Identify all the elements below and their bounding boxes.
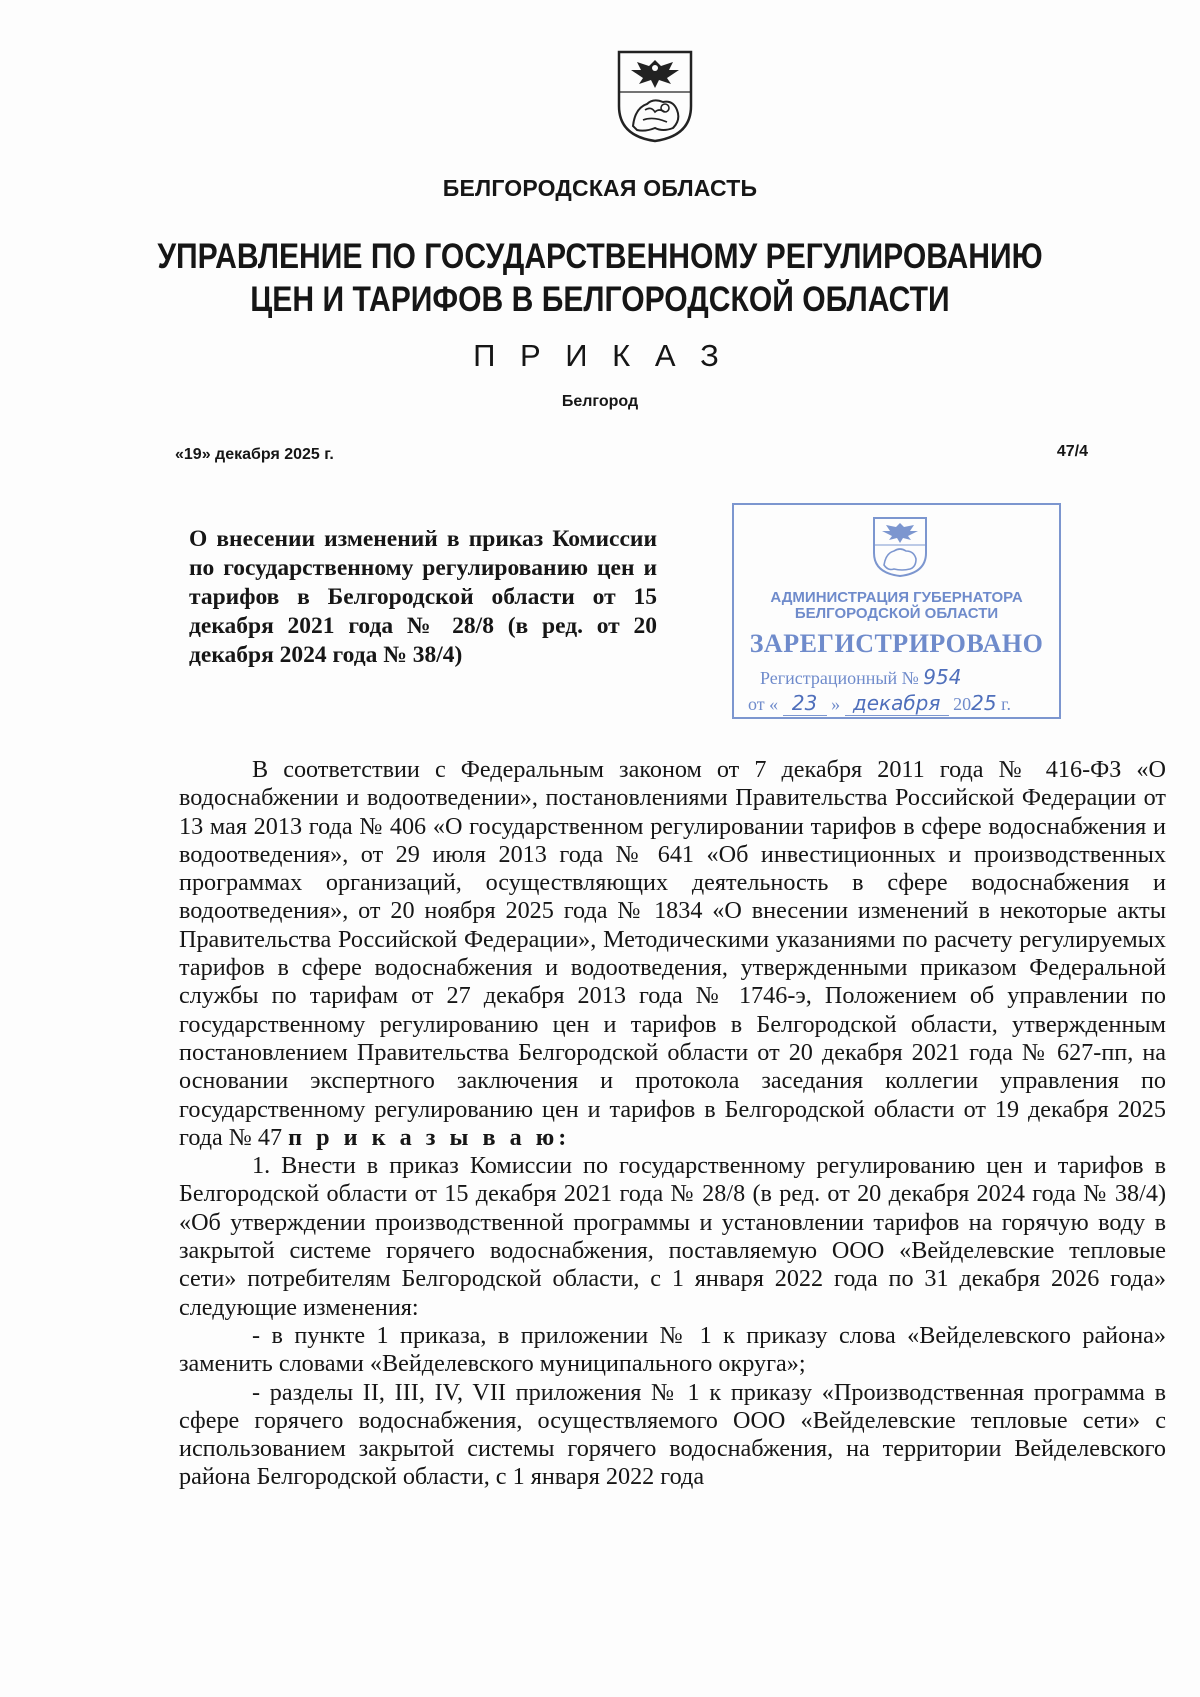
change-2-paragraph: - разделы II, III, IV, VII приложения № 1 к приказу «Производственная программа в сфере горячего водоснабжения, осуществляемого ООО «Вейделевские тепловые сети» с использованием закрытой системы горячего водоснабжения, на территории Вейделевского района Белгородской области, с 1 января 2022 года bbox=[179, 1378, 1166, 1491]
agency-title-line1: УПРАВЛЕНИЕ ПО ГОСУДАРСТВЕННОМУ РЕГУЛИРОВАНИЮ bbox=[157, 237, 1043, 276]
preamble-paragraph bbox=[179, 756, 1166, 1152]
region-title: БЕЛГОРОДСКАЯ ОБЛАСТЬ bbox=[442, 175, 758, 201]
city-name: Белгород bbox=[561, 393, 639, 410]
stamp-date-end: г. bbox=[1001, 694, 1011, 714]
change-1-paragraph: - в пункте 1 приказа, в приложении № 1 к приказу слова «Вейделевского района» заменить словами «Вейделевского муниципального округа»; bbox=[179, 1321, 1166, 1378]
agency-title-line2: ЦЕН И ТАРИФОВ В БЕЛГОРОДСКОЙ ОБЛАСТИ bbox=[250, 280, 950, 319]
stamp-date-prefix: от « bbox=[748, 694, 779, 714]
order-subject: О внесении изменений в приказ Комиссии по государственному регулированию цен и тарифов в Белгородской области от 15 декабря 2021 года № 28/8 (в ред. от 20 декабря 2024 года № 38/4) bbox=[189, 526, 657, 668]
order-number: 47/4 bbox=[1056, 443, 1088, 460]
registration-stamp bbox=[732, 503, 1061, 719]
stamp-line1: АДМИНИСТРАЦИЯ ГУБЕРНАТОРА bbox=[770, 589, 1023, 606]
stamp-emblem-icon bbox=[870, 515, 930, 579]
stamp-date-year-prefix: 20 bbox=[953, 694, 972, 714]
order-verb: п р и к а з ы в а ю: bbox=[288, 1123, 571, 1151]
document-type: П Р И К А З bbox=[473, 338, 727, 373]
stamp-date bbox=[748, 691, 1011, 716]
order-date: «19» декабря 2025 г. bbox=[175, 446, 334, 463]
stamp-line2: БЕЛГОРОДСКОЙ ОБЛАСТИ bbox=[794, 605, 999, 622]
preamble-text: В соответствии с Федеральным законом от 7 декабря 2011 года № 416-ФЗ «О водоснабжении и водоотведении», постановлениями Правительства Российской Федерации от 13 мая 2013 года № 406 «О государственном регулировании тарифов в сфере водоснабжения и водоотведения», от 29 июля 2013 года № 641 «Об инвестиционных и производственных программах организаций, осуществляющих деятельность в сфере водоснабжения и водоотведения», от 20 ноября 2025 года № 1834 «О внесении изменений в некоторые акты Правительства Российской Федерации», Методическими указаниями по расчету регулируемых тарифов в сфере водоснабжения и водоотведения, утвержденными приказом Федеральной службы по тарифам от 27 декабря 2013 года № 1746-э, Положением об управлении по государственному регулированию цен и тарифов в Белгородской области, утвержденным постановлением Правительства Белгородской области от 20 декабря 2021 года № 627-пп, на основании экспертного заключения и протокола заседания коллегии управления по государственному регулированию цен и тарифов в Белгородской области от 19 декабря 2025 года № 47 bbox=[179, 756, 1166, 1151]
stamp-date-month: декабря bbox=[845, 691, 949, 716]
agency-title bbox=[84, 235, 1116, 321]
stamp-registered: ЗАРЕГИСТРИРОВАНО bbox=[749, 629, 1044, 658]
item-1-paragraph: 1. Внести в приказ Комиссии по государственному регулированию цен и тарифов в Белгородской области от 15 декабря 2021 года № 28/8 (в ред. от 20 декабря 2024 года № 38/4) «Об утверждении производственной программы и установлении тарифов на горячую воду в закрытой системе горячего водоснабжения, поставляемую ООО «Вейделевские тепловые сети» потребителям Белгородской области, с 1 января 2022 года по 31 декабря 2026 года» следующие изменения: bbox=[179, 1152, 1166, 1321]
stamp-reg-label: Регистрационный № bbox=[760, 668, 919, 688]
coat-of-arms-emblem bbox=[615, 48, 695, 144]
stamp-date-year-suffix: 25 bbox=[971, 691, 997, 715]
order-body bbox=[179, 756, 1166, 1492]
stamp-reg-number: 954 bbox=[923, 665, 962, 689]
stamp-registration-number bbox=[760, 665, 961, 689]
stamp-date-mid: » bbox=[831, 694, 841, 714]
stamp-date-day: 23 bbox=[783, 691, 827, 716]
